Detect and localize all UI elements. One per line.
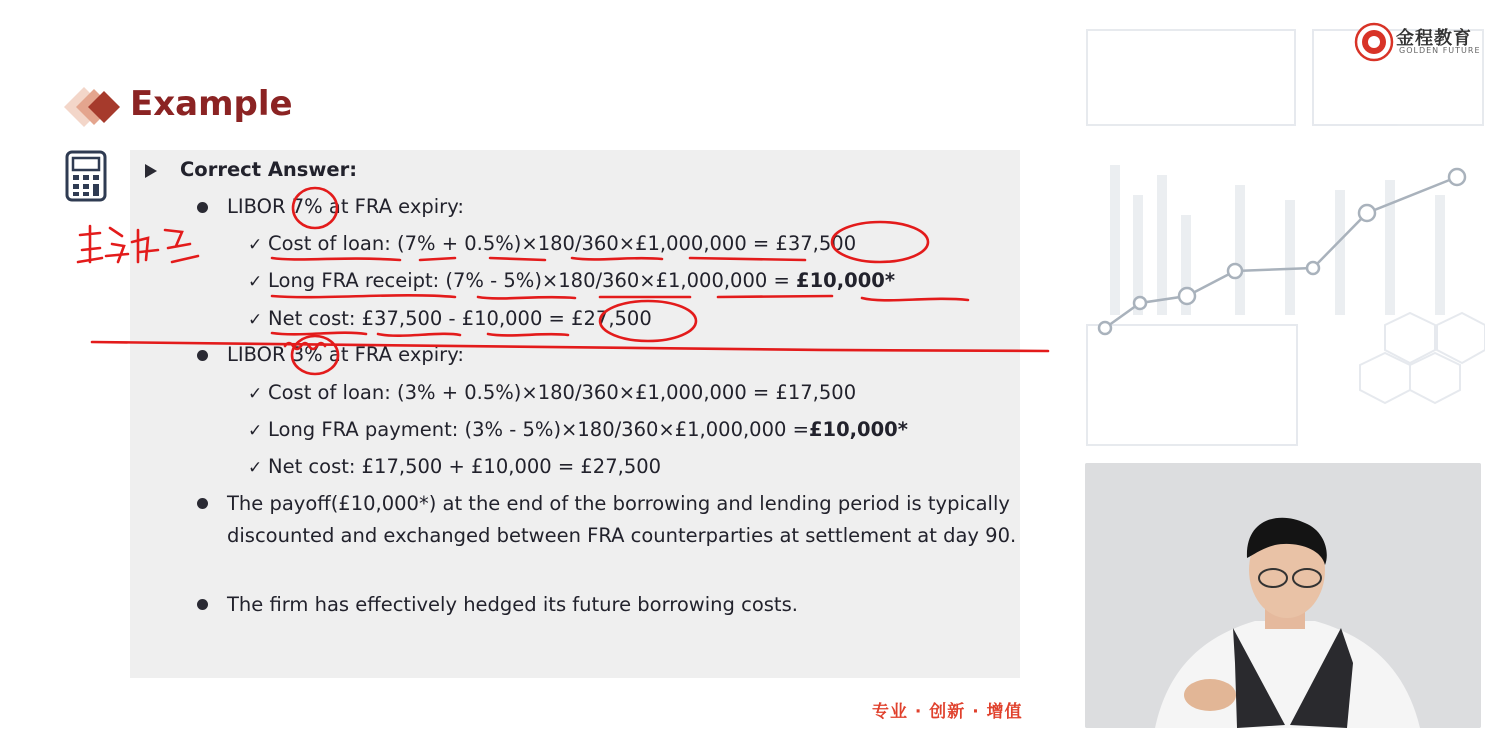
correct-answer-heading: Correct Answer: [180, 158, 358, 181]
check-icon: ✓ [248, 272, 263, 292]
slogan: 专业 · 创新 · 增值 [872, 702, 1023, 722]
logo-seal-icon [1354, 22, 1394, 62]
presenter-video [1085, 463, 1481, 728]
bullet-icon [197, 350, 208, 361]
case2-fra-payment: ✓ Long FRA payment: (3% - 5%)×180/360×£1,000,000 =£10,000* [248, 418, 908, 441]
background-infographic [1085, 25, 1485, 450]
check-icon: ✓ [248, 458, 263, 478]
title-diamonds-icon [44, 82, 124, 132]
heading-arrow-icon [145, 164, 157, 178]
page-title: Example [130, 84, 293, 124]
hedge-note: The firm has effectively hedged its future borrowing costs. [227, 593, 798, 616]
case1-fra-receipt: ✓ Long FRA receipt: (7% - 5%)×180/360×£1,000,000 = £10,000* [248, 269, 896, 292]
case2-cost-of-loan: ✓ Cost of loan: (3% + 0.5%)×180/360×£1,000,000 = £17,500 [248, 381, 857, 404]
case1-header: LIBOR 7% at FRA expiry: [227, 195, 464, 218]
bullet-icon [197, 202, 208, 213]
bullet-icon [197, 599, 208, 610]
brand-logo [1354, 22, 1489, 62]
check-icon: ✓ [248, 310, 263, 330]
calculator-icon [65, 150, 107, 202]
payoff-note: The payoff(£10,000*) at the end of the borrowing and lending period is typically discounted and exchanged between FRA counterparties at settlement at day 90. [227, 492, 1017, 547]
check-icon: ✓ [248, 421, 263, 441]
presenter-image [1085, 463, 1481, 728]
check-icon: ✓ [248, 235, 263, 255]
case2-net-cost: ✓ Net cost: £17,500 + £10,000 = £27,500 [248, 455, 662, 478]
logo-subtitle: GOLDEN FUTURE [1399, 46, 1481, 55]
logo-name: 金程教育 [1396, 28, 1472, 49]
case1-cost-of-loan: ✓ Cost of loan: (7% + 0.5%)×180/360×£1,000,000 = £37,500 [248, 232, 857, 255]
case2-header: LIBOR 3% at FRA expiry: [227, 343, 464, 366]
bullet-icon [197, 498, 208, 509]
case1-net-cost: ✓ Net cost: £37,500 - £10,000 = £27,500 [248, 307, 652, 330]
check-icon: ✓ [248, 384, 263, 404]
